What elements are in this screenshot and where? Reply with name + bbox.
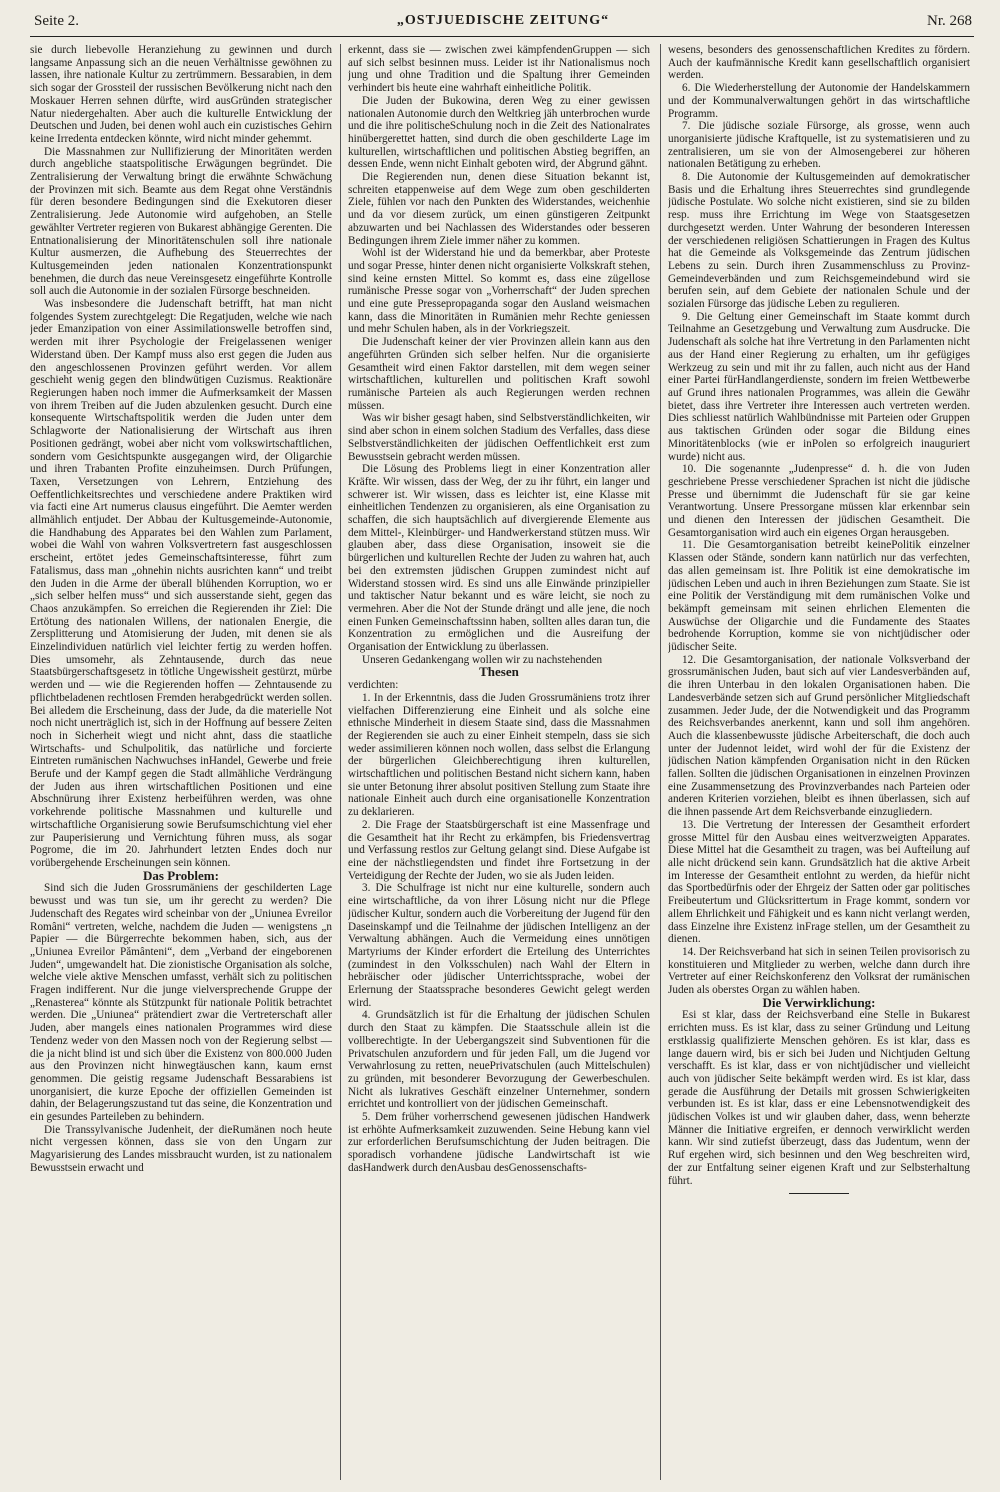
section-heading-problem: Das Problem: <box>143 867 219 883</box>
thesis-item: 8. Die Autonomie der Kultusgemeinden auf demokratischer Basis und die Erhaltung ihres Steuerrechtes sind grundlegende jüdische Postulate. Wo solche nicht existieren, sind sie zu bilden resp. muss ihre Errichtung im Wege von Staatsgesetzen durchgesetzt werden. Unter Wahrung der besonderen Interessen der verschiedenen religiösen Schattierungen in Fragen des Kultus hat die Gemeinde als Volksgemeinde das Zentrum jüdischen Lebens zu sein. Durch ihren Zusammenschluss zu Provinz-Gemeindeverbänden und zum Reichsgemeindebund wird sie berufen sein, auf dem Gebiete der nationalen Schule und der sozialen Fürsorge das jüdische Leben zu regulieren. <box>668 171 970 311</box>
paragraph: erkennt, dass sie — zwischen zwei kämpfendenGruppen — sich auf sich selbst besinnen muss. Leider ist ihr Nationalismus noch jung und ohne Tradition und die Spaltung ihrer Gemeinden verhindert bis heute eine wahrhaft einheitliche Politik. <box>348 44 650 95</box>
newspaper-title: „OSTJUEDISCHE ZEITUNG“ <box>396 13 610 28</box>
section-heading-thesen: Thesen <box>479 664 519 680</box>
paragraph: Die Massnahmen zur Nullifizierung der Minoritäten werden durch angebliche staatspolitische Erwägungen begründet. Die Zentralisierung der Verwaltung bringt die erwähnte Schwächung der Provinzen mit sich. Beamte aus dem Regat ohne Verständnis für deren besondere Bedingungen sind die Exekutoren dieser Zentralisierung. Jede Autonomie wird aufgehoben, an Stelle gewählter Vertreter regieren von Bukarest abhängige Gerenten. Die Entnationalisierung der Minoritätenschulen soll ihre nationale Kultur ausmerzen, die Aufhebung des Steuerrechtes der Kultusgemeinden jeden nationalen Konzentrationspunkt benehmen, die durch das neue Vereinsgesetz eingeführte Kontrolle soll auch die Autonomie in der sozialen Fürsorge beschneiden. <box>30 145 332 298</box>
thesis-item: 4. Grundsätzlich ist für die Erhaltung der jüdischen Schulen durch den Staat zu kämpfen. Die Staatsschule allein ist die vollberechtigte. In der Uebergangszeit sind Subventionen für die Privatschulen anzufordern und für jeden Fall, um die Jugend vor Verwahrlosung zu retten, neuePrivatschulen (auch Mittelschulen) zu gründen, mit besonderer Bevorzugung der Gewerbeschulen. Nicht als lukratives Geschäft einzelner Unternehmer, sondern errichtet und kontrolliert von der jüdischen Gemeinschaft. <box>348 1009 650 1111</box>
issue-number: Nr. 268 <box>927 12 972 29</box>
section-heading-verwirklichung: Die Verwirklichung: <box>762 994 876 1010</box>
page-label: Seite 2. <box>34 12 79 29</box>
thesis-item: 12. Die Gesamtorganisation, der nationale Volksverband der grossrumänischen Juden, baut sich auf vier Landesverbänden auf, die ihren Unterbau in den lokalen Organisationen haben. Die Landesverbände setzen sich auf Grund persönlicher Mitgliedschaft zusammen. Jeder Jude, der die Notwendigkeit und das Programm des Reichsverbandes anerkennt, kann und soll ihm angehören. Auch die klassenbewusste jüdische Arbeiterschaft, die doch auch unter der Judennot leidet, wird wohl der für die Existenz der jüdischen Nation kämpfenden Organisation nicht in den Rücken fallen. Sollten die jüdischen Organisationen in einzelnen Provinzen eine Zusammensetzung des Provinzverbandes nach Parteien oder anderen Kriterien vorziehen, bleibt es ihnen überlassen, sich auf die ihnen passende Art dem Reichsverbande einzugliedern. <box>668 653 970 819</box>
paragraph: Unseren Gedankengang wollen wir zu nachstehenden <box>362 653 603 666</box>
thesis-item: 14. Der Reichsverband hat sich in seinen Teilen provisorisch zu konstituieren und Mitglieder zu werben, welche dann durch ihre Vertreter auf einer Reichskonferenz den Volksrat der rumänischen Juden als oberstes Organ zu wählen haben. <box>668 945 970 997</box>
paragraph: Die Regierenden nun, denen diese Situation bekannt ist, schreiten etappenweise auf dem Wege zum oben geschilderten Ziele, fühlen vor nach den Punkten des Widerstandes, weichenhie und da vor diesem zurück, um einen günstigeren Zeitpunkt abzuwarten und bei Nachlassen des Widerstandes oder besseren Bedingungen ihrem Ziele immer näher zu kommen. <box>348 171 650 247</box>
paragraph: Die Lösung des Problems liegt in einer Konzentration aller Kräfte. Wir wissen, dass der Weg, der zu ihr führt, ein langer und schwerer ist. Wir wissen, dass es leichter ist, eine Klasse mit einheitlichen Tendenzen zu organisieren, als eine Organisation zu schaffen, die sich hauptsächlich auf divergierende Elemente aus dem Mittel-, Kleinbürger- und Handwerkerstand stützen muss. Wir glauben aber, dass diese Organisation, insoweit sie die bürgerlichen und kulturellen Rechte der Juden zu wahren hat, auch bei den extremsten jüdischen Gruppen zumindest nicht auf Widerstand stossen wird. Es sind uns alle Einwände prinzipieller und taktischer Natur bekannt und es wäre leicht, sie noch zu vermehren. Aber die Not der Stunde drängt und alle jene, die noch einen Funken Gemeinschaftssinn haben, sollten alles daran tun, die Konzentration zu ermöglichen und die Ausreifung der Organisation der Entwicklung zu überlassen. <box>348 463 650 654</box>
paragraph: verdichten: <box>348 679 399 692</box>
paragraph: Die Judenschaft keiner der vier Provinzen allein kann aus den angeführten Gründen sich selber helfen. Nur die organisierte Gesamtheit wird einen Faktor darstellen, mit dem wegen seiner wirtschaftlichen, kulturellen und politischen Kraft sowohl rumänische Parteien als auch Regierungen werden rechnen müssen. <box>348 336 650 412</box>
thesis-item: 5. Dem früher vorherrschend gewesenen jüdischen Handwerk ist erhöhte Aufmerksamkeit zuzuwenden. Seine Hebung kann viel zur erforderlichen Berufsumschichtung der Juden beitragen. Die sporadisch vorhandene jüdische Landwirtschaft ist wie dasHandwerk durch denAusbau desGenossenschafts- <box>348 1111 650 1174</box>
column-3 <box>668 44 970 1480</box>
thesis-item: 10. Die sogenannte „Judenpresse“ d. h. die von Juden geschriebene Presse verschiedener Sprachen ist nicht die jüdische Presse und übernimmt die Judenschaft für sie gar keine Verantwortung. Unsere Pressorgane müssen klar erkennbar sein und dienen den Interessen der jüdischen Gesamtheit. Die Gesamtorganisation wird auch ein eigenes Organ herausgeben. <box>668 463 970 539</box>
header-rule <box>30 36 974 37</box>
article-columns <box>30 44 974 1480</box>
paragraph: Sind sich die Juden Grossrumäniens der geschilderten Lage bewusst und was tun sie, um ihr gerecht zu werden? Die Judenschaft des Regates wird scheinbar von der „Uniunea Evreilor Români“ vertreten, welche, nachdem die Juden — wenigstens „n Papier — die Bürgerrechte bekommen haben, sich, aus der „Uniunea Evreilor Pământeni“, dem „Verband der eingeborenen Juden“, umgewandelt hat. Die zionistische Organisation als solche, welche viele aktive Menschen umfasst, verhält sich zu politischen Fragen indifferent. Nur die junge vielversprechende Gruppe der „Renasterea“ könnte als Stützpunkt für nationale Politik betrachtet werden. Die „Uniunea“ prätendiert zwar die Vertreterschaft aller Juden, aber mangels eines nationalen Programmes wird diese Tendenz weder von den Massen noch von der Regierung selbst — die ja nicht blind ist und sich über die Existenz von 800.000 Juden aus den Provinzen nicht hinwegtäuschen kann, kaum ernst genommen. Die geistig regsame Judenschaft Bessarabiens ist unorganisiert, die kurze Epoche der offiziellen Gemeinden ist dahin, der Belagerungszustand tut das seine, die Konzentration und ein gesundes Parteileben zu behindern. <box>30 882 332 1124</box>
column-2 <box>348 44 650 1480</box>
paragraph: Esi st klar, dass der Reichsverband eine Stelle in Bukarest errichten muss. Es ist klar, dass zu seiner Gründung und Leitung erstklassig qualifizierte Menschen gehören. Es ist klar, dass es lange dauern wird, bis er sich bei Juden und Nichtjuden Geltung verschafft. Es ist klar, dass er von nichtjüdischer und vielleicht auch von jüdischer Seite bekämpft werden wird. Es ist klar, dass gerade die Ausführung der Details mit grossen Schwierigkeiten verbunden ist. Es ist klar, dass er eine Lebensnotwendigkeit des jüdischen Volkes ist und wir glauben daher, dass, wenn beherzte Männer die Initiative ergreifen, er dennoch verwirklicht werden kann. Wir sind zutiefst überzeugt, dass das Judentum, wenn der Ruf ergehen wird, sich besinnen und den Weg beschreiten wird, der zur Entfaltung seiner eigenen Kraft und zur Selbsterhaltung führt. <box>668 1009 970 1187</box>
thesis-item: 9. Die Geltung einer Gemeinschaft im Staate kommt durch Teilnahme an Gesetzgebung und Verwaltung zum Ausdrucke. Die Judenschaft als solche hat ihre Vertretung in den Parlamenten nicht aus der Hand einer Regierung zu erhalten, um ihr gefügiges Werkzeug zu sein und mit ihr zu fallen, auch nicht aus der Hand einer Partei fürHandlangerdienste, sondern im freien Wettbewerbe auf Grund ihres nationalen Programmes, was allein die Gewähr bietet, dass ihre Vertreter ihre Interessen auch vertreten werden. Dies schliesst natürlich Wahlbündnisse mit Parteien oder Gruppen aus taktischen Gründen oder sogar die Bildung eines Minoritätenblocks (wie er inPolen so erfolgreich inauguriert wurde) nicht aus. <box>668 310 970 463</box>
paragraph: Wohl ist der Widerstand hie und da bemerkbar, aber Proteste und sogar Presse, hinter denen nicht organisierte Volkskraft stehen, sind keine ernsten Mittel. So kommt es, dass eine zügellose rumänische Presse sogar von „Vorherrschaft“ der Juden sprechen und eine gute Pressepropaganda sogar den Ausland weismachen kann, dass die Minoritäten in Rumänien mehr Rechte geniessen und mehr Schulen haben, als in der Vorkriegszeit. <box>348 247 650 336</box>
thesis-item: 13. Die Vertretung der Interessen der Gesamtheit erfordert grosse Mittel für den Ausbau eines weitverzweigten Apparates. Diese Mittel hat die Gesamtheit zu tragen, was bei Aufteilung auf alle nicht drückend sein kann. Grundsätzlich hat die aktive Arbeit im Interesse der Gesamtheit entlohnt zu werden, da hiefür nicht das Sportbedürfnis oder der Ehrgeiz der Satten oder gar politisches Freibeutertum und Glücksrittertum in Frage kommt, sondern vor allem Ehrlichkeit und Fähigkeit und es kann nicht verlangt werden, dass Einzelne ihre Existenz inFrage stellen, um der Gesamtheit zu dienen. <box>668 818 970 946</box>
thesis-item: 1. In der Erkenntnis, dass die Juden Grossrumäniens trotz ihrer vielfachen Differenzierung eine Einheit und als solche eine ethnische Minderheit in diesem Staate sind, dass die Massnahmen der Regierenden sie auch zu einer Einheit stempeln, dass sie sich weder assimilieren können noch wollen, dass selbst die Erlangung der bürgerlichen Gleichberechtigung ihren kulturellen, wirtschaftlichen und politischen Bestand nicht sichern kann, haben sie unter Betonung ihrer absolut positiven Stellung zum Staate ihre nationale Einheit auch durch eine organisationelle Konzentration zu deklarieren. <box>348 691 650 819</box>
thesis-item: 2. Die Frage der Staatsbürgerschaft ist eine Massenfrage und die Gesamtheit hat ihr Recht zu erkämpfen, bis Friedensvertrag und Verfassung restlos zur Geltung gelangt sind. Diese Aufgabe ist eine der nächstliegendsten und findet ihre Fortsetzung in der Verteidigung der Rechte der Juden, wo sie als Juden leiden. <box>348 818 650 882</box>
page-header <box>34 8 972 34</box>
thesis-item: 7. Die jüdische soziale Fürsorge, als grosse, wenn auch unorganisierte jüdische Kraftquelle, ist zu systematisieren und zu zentralisieren, um sie von der Almosengeberei zur höheren nationalen Betätigung zu erheben. <box>668 120 970 171</box>
paragraph: Was insbesondere die Judenschaft betrifft, hat man nicht folgendes System zurechtgelegt: Die Regatjuden, welche wie nach jeder Emanzipation von einer Assimilationswelle betroffen sind, werden mit ihrer Psychologie der Freigelassenen weniger Widerstand üben. Der Kampf muss also erst gegen die Juden aus den angeschlossenen Provinzen geführt werden. Vor allem geschieht wenig gegen den blindwütigen Cuzismus. Reaktionäre Regierungen haben noch immer die Aufmerksamkeit der Massen von ihrem Treiben auf die Juden abzulenken gesucht. Durch eine konsequente Wirtschaftspolitik werden die Juden unter dem Schlagworte der Nationalisierung der Wirtschaft aus ihren Positionen gedrängt, wobei aber nicht vom volkswirtschaftlichen, sondern vom Gesichtspunkte ausgegangen wird, der Oligarchie und ihren Trabanten Profite einzuheimsen. Durch Prüfungen, Taxen, Versetzungen von Lehrern, Entziehung des Oeffentlichkeitsrechtes und verschiedene andere Praktiken wird via facti eine Art numerus clausus eingeführt. Die Aemter werden allmählich entjudet. Der Abbau der Kultusgemeinde-Autonomie, die Handhabung des Apparates bei den Wahlen zum Parlament, wobei die Wahl von wahren Volksvertretern fast ausgeschlossen erscheint, ertötet jedes Gemeinschaftsinteresse, führt zum Fatalismus, dass man „ohnehin nichts ausrichten kann“ und treibt den Juden in die Arme der überall blühenden Korruption, wo er „sich selber helfen muss“ und sich ausserstande sieht, gegen das Chaos anzukämpfen. So erreichen die Regierenden ihr Ziel: Die Ertötung des nationalen Willens, der nationalen Energie, die Zersplitterung und Atomisierung der Juden, mit denen sie als Einzelindividuen natürlich viel leichter fertig zu werden hoffen. Dies umsomehr, als Zehntausende, durch das neue Staatsbürgerschaftsgesetz in tötliche Ungewissheit gestürzt, mürbe werden und — wie die Regierenden hoffen — Zehntausende zu pflichtbeladenen rechtlosen Fremden herabgedrückt werden sollen. Bei alledem die Erscheinung, dass der Jude, da die materielle Not noch nicht unerträglich ist, sich in der Hoffnung auf bessere Zeiten noch in Sicherheit wiegt und nicht ahnt, dass die staatliche Wirtschafts- und Schulpolitik, das natürliche und forcierte Eintreten rumänischen Nachwuchses inHandel, Gewerbe und freie Berufe und der Kampf gegen die Stadt allmähliche Verdrängung der Juden aus ihren wirtschaftlichen Positionen und eine Abschnürung ihrer Existenz herbeiführen werden, was ohne vorkehrende politische Massnahmen und kulturelle und wirtschaftliche Organisierung sowie Berufsumschichtung viel eher zur Pauperisierung und Vernichtung führen muss, als sogar Pogrome, die im 20. Jahrhundert letzten Endes doch nur vorübergehende Erscheinungen sein können. <box>30 298 332 869</box>
paragraph: wesens, besonders des genossenschaftlichen Kredites zu fördern. Auch der kaufmännische Kredit kann gesellschaftlich organisiert werden. <box>668 44 970 82</box>
paragraph: Die Juden der Bukowina, deren Weg zu einer gewissen nationalen Autonomie durch den Weltkrieg jäh unterbrochen wurde und die ihre politischeSchulung noch in die Zeit des Nationalrates hinübergerettet hatten, sind durch die oben geschilderte Lage im kulturellen, wirtschaftlichen und politischen Abstieg begriffen, an dessen Ende, wenn nicht Einhalt geboten wird, der Abgrund gähnt. <box>348 94 650 171</box>
thesis-item: 11. Die Gesamtorganisation betreibt keinePolitik einzelner Klassen oder Stände, sondern kann natürlich nur das verfechten, das allen gemeinsam ist. Ihre Politik ist eine demokratische im jüdischen Leben und auch in ihren Beziehungen zum Staate. Sie ist eine Politik der Verständigung mit dem rumänischen Volke und bekämpft gemeinsam mit seinen ehrlichen Elementen die Auswüchse der Oligarchie und die Fundamente des Staates bedrohende Korruption, komme sie von nichtjüdischer oder jüdischer Seite. <box>668 539 970 654</box>
thesis-item: 3. Die Schulfrage ist nicht nur eine kulturelle, sondern auch eine wirtschaftliche, da von ihrer Lösung nicht nur die Pflege jüdischer Kultur, sondern auch die Vorbereitung der Jugend für den Daseinskampf und die Teilnahme der jüdischen Intelligenz an der Verwaltung abhängen. Auch die Vermeidung eines unnötigen Martyriums der Kinder erfordert die Erteilung des Unterrichtes (zumindest in den Volksschulen) nach Wahl der Eltern in hebräischer oder jüdischer Unterrichtssprache, wobei der Erlernung der Staatssprache besonderes Gewicht gelegt werden wird. <box>348 882 650 1009</box>
paragraph: Die Transsylvanische Judenheit, der dieRumänen noch heute nicht vergessen können, dass sie von den Ungarn zur Magyarisierung des Landes missbraucht wurden, ist zu nationalem Bewusstsein erwacht und <box>30 1123 332 1174</box>
thesis-item: 6. Die Wiederherstellung der Autonomie der Handelskammern und der Kommunalverwaltungen gehört in das wirtschaftliche Programm. <box>668 82 970 120</box>
end-rule <box>789 1193 849 1194</box>
column-1 <box>30 44 332 1480</box>
paragraph: Was wir bisher gesagt haben, sind Selbstverständlichkeiten, wir sind aber schon in einem solchen Stadium des Verfalles, dass diese Selbstverständlichkeiten der jüdischen Oeffentlichkeit erst zum Bewusstsein gebracht werden müssen. <box>348 412 650 463</box>
paragraph: sie durch liebevolle Heranziehung zu gewinnen und durch langsame Anpassung sich an die neuen Verhältnisse gewöhnen zu lassen, ihre nationale Kultur zu zertrümmern. Bessarabien, in dem sich sogar der Grossteil der russischen Bevölkerung nicht nach den Moskauer Herren sehnen dürfte, wird ausGründen strategischer Natur niedergehalten. Aber auch die kulturelle Entwicklung der Deutschen und Juden, bei denen wohl auch ein cuzistisches Gehirn keine Irredenta entdecken könnte, wird nicht minder gehemmt. <box>30 44 332 145</box>
